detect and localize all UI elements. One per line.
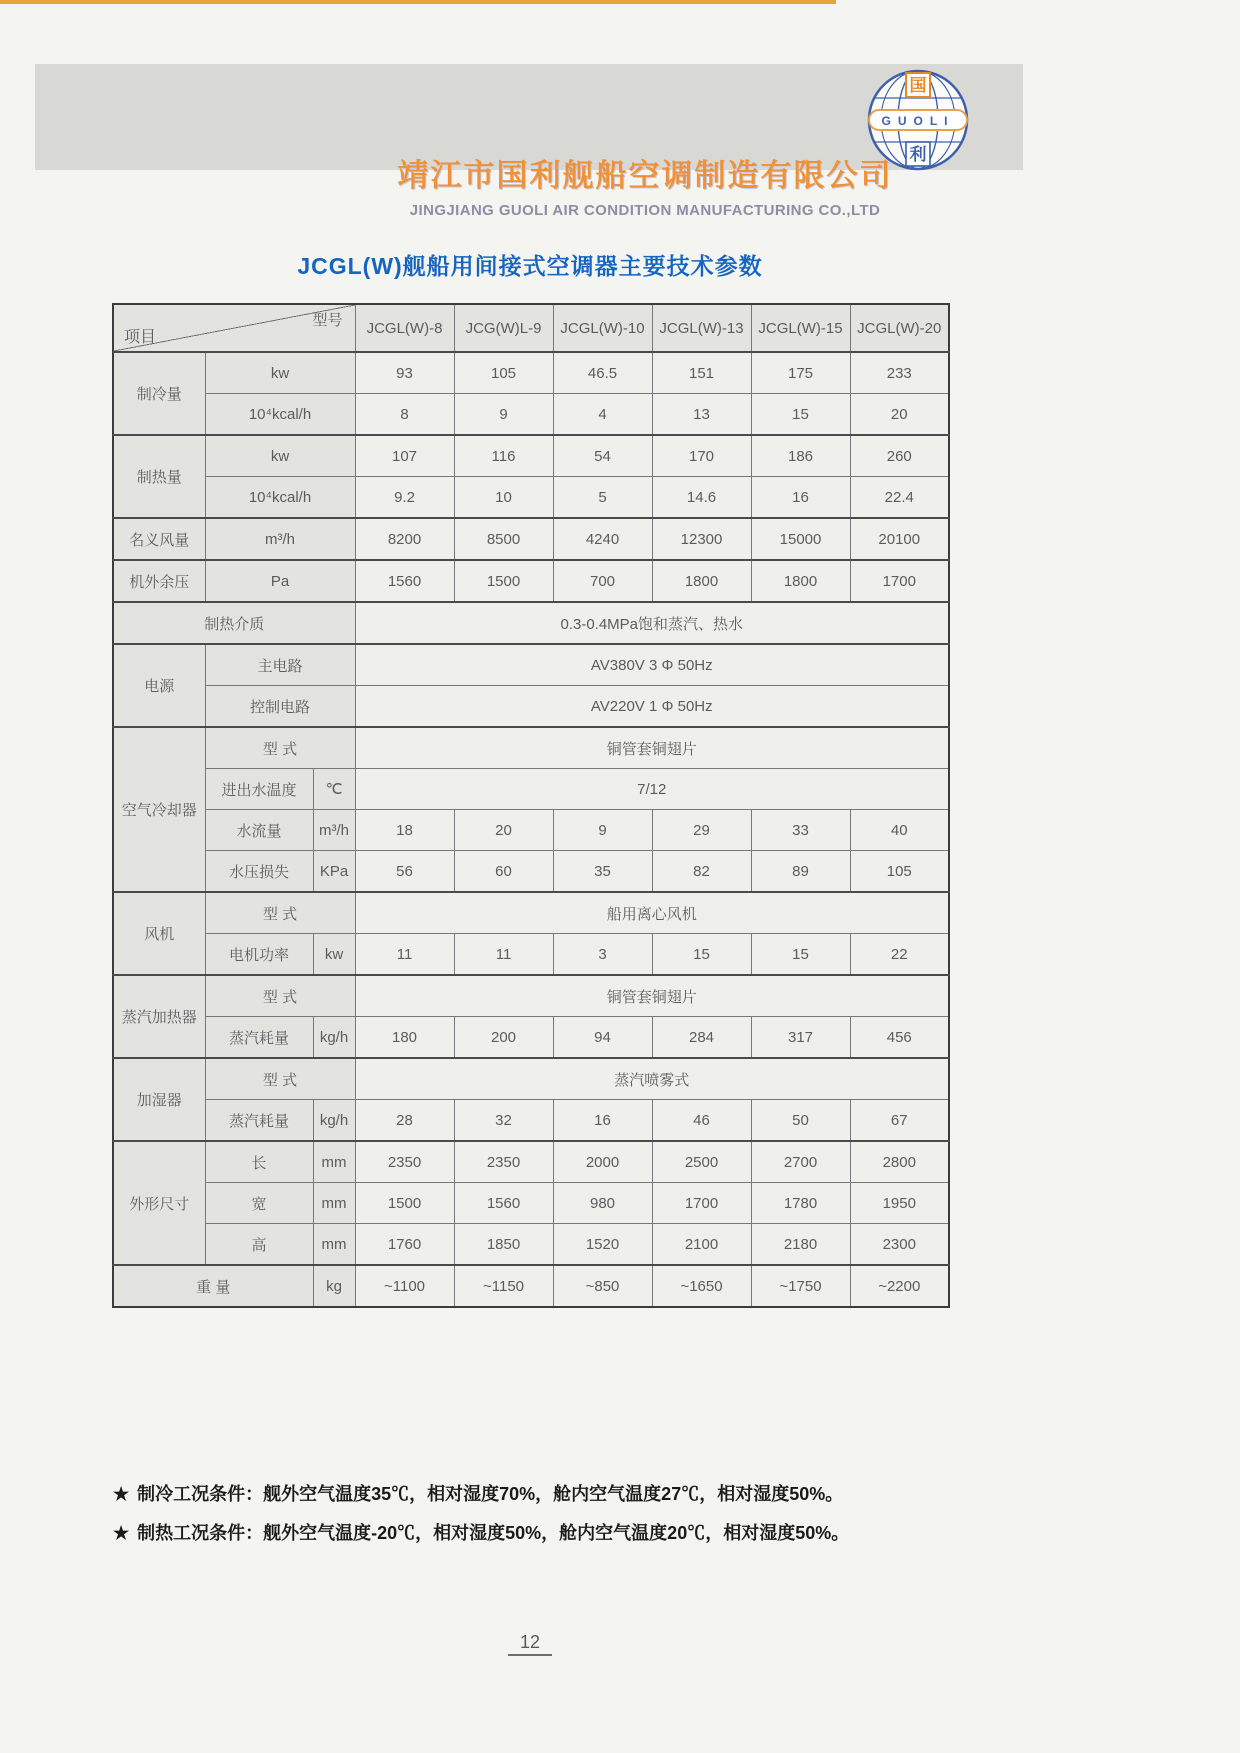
- corner-cell: [113, 304, 355, 352]
- value-cell: ~1150: [454, 1265, 553, 1307]
- merged-value-cell: 7/12: [355, 769, 949, 810]
- unit-label: mm: [313, 1141, 355, 1183]
- model-header: JCGL(W)-10: [553, 304, 652, 352]
- table-row: [113, 394, 949, 436]
- table-row: [113, 1058, 949, 1100]
- sub-label: 水流量: [205, 810, 313, 851]
- value-cell: 89: [751, 851, 850, 893]
- value-cell: ~2200: [850, 1265, 949, 1307]
- row-label: 制冷量: [113, 352, 205, 435]
- value-cell: 700: [553, 560, 652, 602]
- value-cell: 9: [553, 810, 652, 851]
- footnotes: [113, 1480, 1013, 1558]
- value-cell: 32: [454, 1100, 553, 1142]
- table-row: [113, 851, 949, 893]
- sub-label: 宽: [205, 1183, 313, 1224]
- unit-label: 10⁴kcal/h: [205, 477, 355, 519]
- value-cell: 1500: [454, 560, 553, 602]
- sub-label: 主电路: [205, 644, 355, 686]
- value-cell: 8200: [355, 518, 454, 560]
- value-cell: 15000: [751, 518, 850, 560]
- sub-label: 控制电路: [205, 686, 355, 728]
- value-cell: 2800: [850, 1141, 949, 1183]
- unit-label: kg/h: [313, 1100, 355, 1142]
- value-cell: 16: [553, 1100, 652, 1142]
- unit-label: KPa: [313, 851, 355, 893]
- value-cell: 186: [751, 435, 850, 477]
- company-name-en: JINGJIANG GUOLI AIR CONDITION MANUFACTURING CO.,LTD: [409, 202, 881, 219]
- value-cell: 50: [751, 1100, 850, 1142]
- unit-label: mm: [313, 1183, 355, 1224]
- table-row: [113, 1017, 949, 1059]
- value-cell: 94: [553, 1017, 652, 1059]
- row-label: 空气冷却器: [113, 727, 205, 892]
- star-icon: ★: [113, 1484, 130, 1504]
- logo-top-char: 国: [909, 76, 927, 95]
- company-logo: [866, 68, 970, 172]
- value-cell: 15: [751, 394, 850, 436]
- value-cell: 1700: [652, 1183, 751, 1224]
- table-row: [113, 769, 949, 810]
- model-header: JCG(W)L-9: [454, 304, 553, 352]
- unit-label: kg: [313, 1265, 355, 1307]
- value-cell: 105: [454, 352, 553, 394]
- value-cell: 10: [454, 477, 553, 519]
- value-cell: 13: [652, 394, 751, 436]
- unit-label: m³/h: [205, 518, 355, 560]
- value-cell: 2350: [454, 1141, 553, 1183]
- value-cell: 456: [850, 1017, 949, 1059]
- value-cell: 3: [553, 934, 652, 976]
- value-cell: 200: [454, 1017, 553, 1059]
- value-cell: ~1750: [751, 1265, 850, 1307]
- top-accent-rule: [0, 0, 836, 4]
- value-cell: 2700: [751, 1141, 850, 1183]
- star-icon: ★: [113, 1523, 130, 1543]
- value-cell: 1760: [355, 1224, 454, 1266]
- value-cell: 18: [355, 810, 454, 851]
- value-cell: 67: [850, 1100, 949, 1142]
- page-number: 12: [508, 1632, 552, 1656]
- unit-label: kg/h: [313, 1017, 355, 1059]
- sub-label: 水压损失: [205, 851, 313, 893]
- company-name-cn: 靖江市国利舰船空调制造有限公司: [397, 158, 893, 193]
- value-cell: 22: [850, 934, 949, 976]
- value-cell: 12300: [652, 518, 751, 560]
- value-cell: 4: [553, 394, 652, 436]
- value-cell: 14.6: [652, 477, 751, 519]
- value-cell: 980: [553, 1183, 652, 1224]
- merged-value-cell: AV380V 3 Φ 50Hz: [355, 644, 949, 686]
- value-cell: 260: [850, 435, 949, 477]
- spec-table: [112, 303, 950, 1308]
- value-cell: 1700: [850, 560, 949, 602]
- unit-label: mm: [313, 1224, 355, 1266]
- value-cell: 5: [553, 477, 652, 519]
- value-cell: 1560: [454, 1183, 553, 1224]
- value-cell: 105: [850, 851, 949, 893]
- sub-label: 电机功率: [205, 934, 313, 976]
- note-text: 制热工况条件：舰外空气温度-20℃，相对湿度50%，舱内空气温度20℃，相对湿度50%。: [137, 1523, 850, 1543]
- value-cell: 1560: [355, 560, 454, 602]
- model-header: JCGL(W)-15: [751, 304, 850, 352]
- merged-value-cell: 船用离心风机: [355, 892, 949, 934]
- value-cell: 35: [553, 851, 652, 893]
- value-cell: 1950: [850, 1183, 949, 1224]
- value-cell: 2180: [751, 1224, 850, 1266]
- table-row: [113, 602, 949, 644]
- value-cell: 82: [652, 851, 751, 893]
- value-cell: 20100: [850, 518, 949, 560]
- value-cell: 22.4: [850, 477, 949, 519]
- value-cell: 15: [652, 934, 751, 976]
- model-header: JCGL(W)-20: [850, 304, 949, 352]
- value-cell: 180: [355, 1017, 454, 1059]
- value-cell: 8500: [454, 518, 553, 560]
- value-cell: 1800: [751, 560, 850, 602]
- merged-value-cell: 0.3-0.4MPa饱和蒸汽、热水: [355, 602, 949, 644]
- unit-label: kw: [205, 435, 355, 477]
- value-cell: 116: [454, 435, 553, 477]
- value-cell: 170: [652, 435, 751, 477]
- value-cell: 33: [751, 810, 850, 851]
- value-cell: 1500: [355, 1183, 454, 1224]
- value-cell: 151: [652, 352, 751, 394]
- table-row: [113, 352, 949, 394]
- row-label: 电源: [113, 644, 205, 727]
- value-cell: 11: [355, 934, 454, 976]
- value-cell: 40: [850, 810, 949, 851]
- value-cell: 317: [751, 1017, 850, 1059]
- unit-label: Pa: [205, 560, 355, 602]
- unit-label: m³/h: [313, 810, 355, 851]
- page-number-wrap: [112, 1632, 948, 1656]
- table-row: [113, 644, 949, 686]
- row-label: 加湿器: [113, 1058, 205, 1141]
- row-label: 蒸汽加热器: [113, 975, 205, 1058]
- value-cell: 60: [454, 851, 553, 893]
- sub-label: 蒸汽耗量: [205, 1017, 313, 1059]
- value-cell: 9: [454, 394, 553, 436]
- value-cell: ~1650: [652, 1265, 751, 1307]
- value-cell: 4240: [553, 518, 652, 560]
- value-cell: 11: [454, 934, 553, 976]
- value-cell: 16: [751, 477, 850, 519]
- unit-label: 10⁴kcal/h: [205, 394, 355, 436]
- model-header: JCGL(W)-13: [652, 304, 751, 352]
- corner-item-label: 项目: [124, 329, 157, 346]
- table-row: [113, 934, 949, 976]
- value-cell: 29: [652, 810, 751, 851]
- table-row: [113, 1183, 949, 1224]
- sub-label: 型 式: [205, 975, 355, 1017]
- table-row: [113, 892, 949, 934]
- row-label: 制热量: [113, 435, 205, 518]
- value-cell: 2000: [553, 1141, 652, 1183]
- sub-label: 长: [205, 1141, 313, 1183]
- value-cell: 107: [355, 435, 454, 477]
- value-cell: 1850: [454, 1224, 553, 1266]
- table-row: [113, 518, 949, 560]
- header-row: [113, 304, 949, 352]
- row-label: 重 量: [113, 1265, 313, 1307]
- table-row: [113, 1100, 949, 1142]
- value-cell: 56: [355, 851, 454, 893]
- value-cell: 8: [355, 394, 454, 436]
- row-label: 风机: [113, 892, 205, 975]
- sub-label: 型 式: [205, 727, 355, 769]
- table-row: [113, 810, 949, 851]
- value-cell: 2100: [652, 1224, 751, 1266]
- value-cell: 2350: [355, 1141, 454, 1183]
- table-row: [113, 1224, 949, 1266]
- note-text: 制冷工况条件：舰外空气温度35℃，相对湿度70%，舱内空气温度27℃，相对湿度50%。: [137, 1484, 844, 1504]
- corner-model-label: 型号: [312, 312, 343, 329]
- value-cell: 46: [652, 1100, 751, 1142]
- table-row: [113, 560, 949, 602]
- value-cell: ~1100: [355, 1265, 454, 1307]
- note-line: [113, 1519, 1013, 1545]
- unit-label: ℃: [313, 769, 355, 810]
- company-block: [390, 150, 900, 219]
- sub-label: 进出水温度: [205, 769, 313, 810]
- sub-label: 型 式: [205, 1058, 355, 1100]
- value-cell: 9.2: [355, 477, 454, 519]
- merged-value-cell: 蒸汽喷雾式: [355, 1058, 949, 1100]
- logo-bottom-char: 利: [909, 145, 927, 164]
- table-row: [113, 435, 949, 477]
- value-cell: 20: [454, 810, 553, 851]
- unit-label: kw: [313, 934, 355, 976]
- sub-label: 高: [205, 1224, 313, 1266]
- sub-label: 型 式: [205, 892, 355, 934]
- value-cell: 233: [850, 352, 949, 394]
- value-cell: 1780: [751, 1183, 850, 1224]
- value-cell: 1520: [553, 1224, 652, 1266]
- value-cell: 54: [553, 435, 652, 477]
- value-cell: 20: [850, 394, 949, 436]
- table-row: [113, 1265, 949, 1307]
- value-cell: 46.5: [553, 352, 652, 394]
- unit-label: kw: [205, 352, 355, 394]
- value-cell: ~850: [553, 1265, 652, 1307]
- value-cell: 2300: [850, 1224, 949, 1266]
- table-row: [113, 686, 949, 728]
- value-cell: 175: [751, 352, 850, 394]
- merged-value-cell: 铜管套铜翅片: [355, 975, 949, 1017]
- table-row: [113, 477, 949, 519]
- value-cell: 15: [751, 934, 850, 976]
- table-row: [113, 1141, 949, 1183]
- merged-value-cell: AV220V 1 Φ 50Hz: [355, 686, 949, 728]
- value-cell: 284: [652, 1017, 751, 1059]
- table-row: [113, 727, 949, 769]
- row-label: 制热介质: [113, 602, 355, 644]
- table-row: [113, 975, 949, 1017]
- note-line: [113, 1480, 1013, 1506]
- sub-label: 蒸汽耗量: [205, 1100, 313, 1142]
- value-cell: 1800: [652, 560, 751, 602]
- value-cell: 93: [355, 352, 454, 394]
- row-label: 名义风量: [113, 518, 205, 560]
- value-cell: 28: [355, 1100, 454, 1142]
- row-label: 机外余压: [113, 560, 205, 602]
- value-cell: 2500: [652, 1141, 751, 1183]
- model-header: JCGL(W)-8: [355, 304, 454, 352]
- row-label: 外形尺寸: [113, 1141, 205, 1265]
- logo-band-text: GUOLI: [881, 114, 955, 128]
- merged-value-cell: 铜管套铜翅片: [355, 727, 949, 769]
- page-title: JCGL(W)舰船用间接式空调器主要技术参数: [297, 253, 763, 279]
